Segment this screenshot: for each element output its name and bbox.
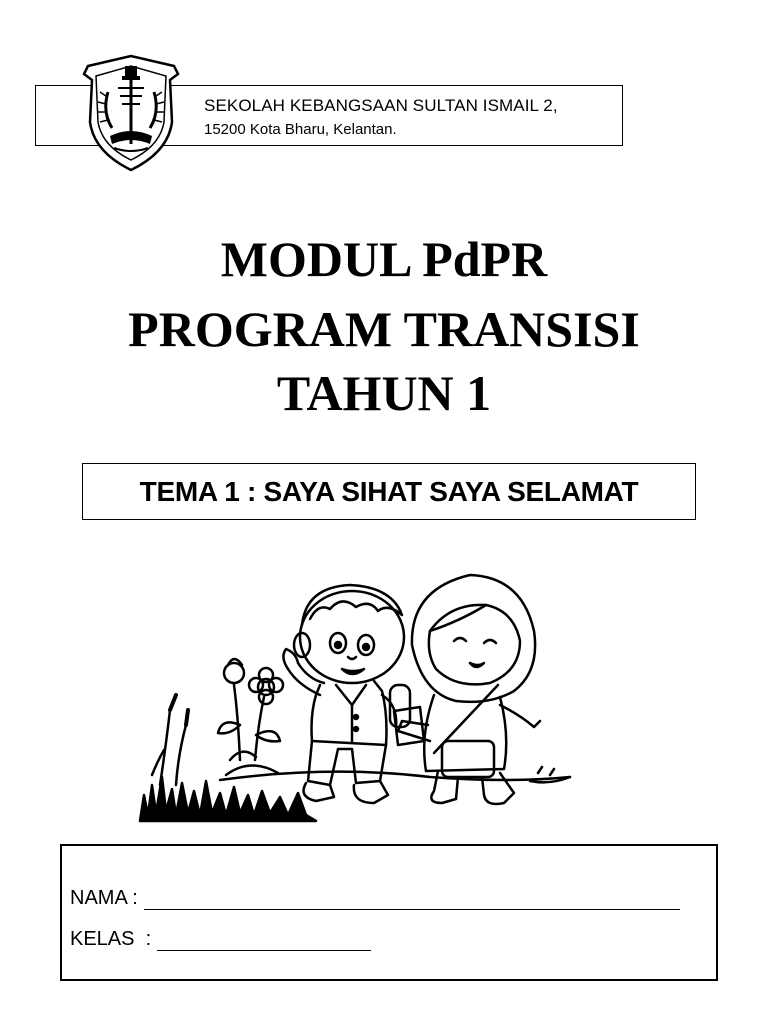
class-field-row	[70, 928, 371, 951]
student-info-box	[60, 844, 718, 981]
class-label: KELAS :	[70, 928, 152, 950]
name-blank-line[interactable]	[144, 889, 680, 910]
class-blank-line[interactable]	[157, 930, 371, 951]
theme-box	[82, 463, 696, 520]
theme-label: TEMA 1 : SAYA SIHAT SAYA SELAMAT	[139, 475, 639, 507]
title-line-3: TAHUN 1	[276, 365, 492, 421]
name-field-row	[70, 887, 680, 910]
title-line-1: MODUL PdPR	[220, 231, 548, 287]
school-name: SEKOLAH KEBANGSAAN SULTAN ISMAIL 2,	[204, 96, 558, 115]
children-walking-illustration-icon	[130, 545, 590, 830]
school-address: 15200 Kota Bharu, Kelantan.	[204, 121, 397, 138]
school-crest-icon	[78, 52, 184, 174]
name-label: NAMA :	[70, 887, 138, 909]
title-line-2: PROGRAM TRANSISI	[128, 301, 640, 357]
